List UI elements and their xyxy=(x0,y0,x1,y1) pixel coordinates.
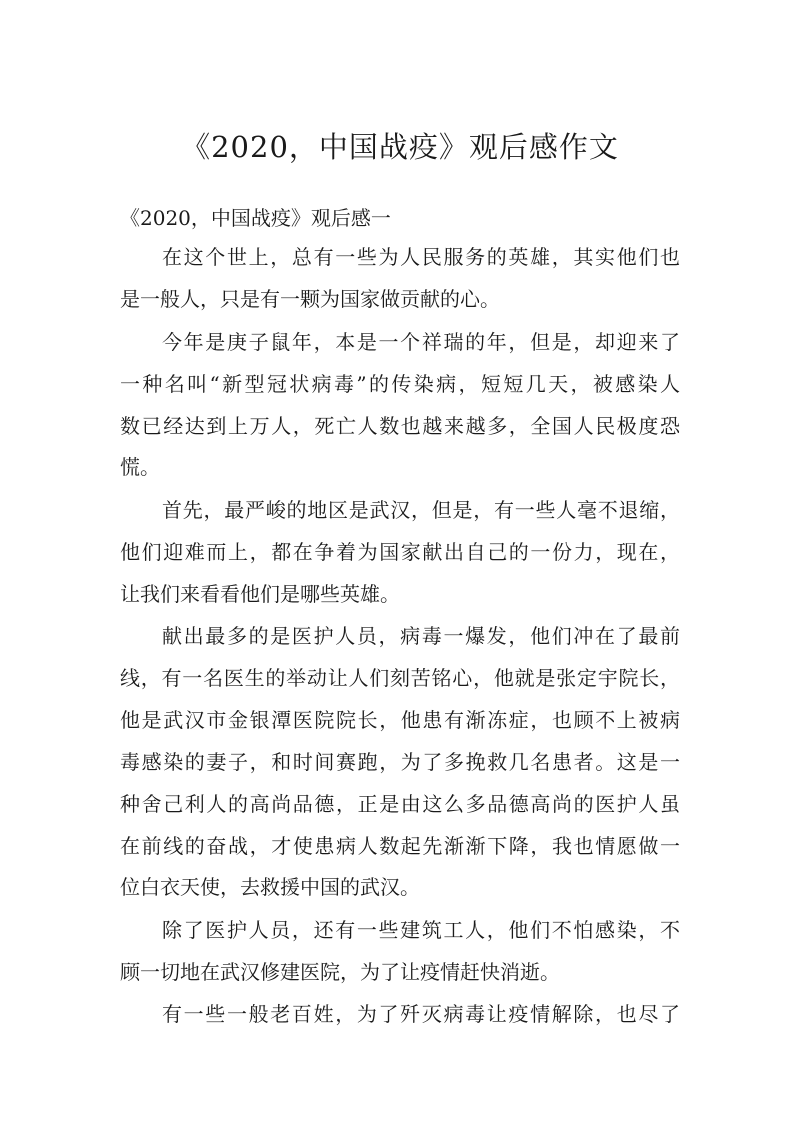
text-line: 今年是庚子鼠年，本是一个祥瑞的年，但是，却迎来了 xyxy=(162,330,680,354)
text-line: 除了医护人员，还有一些建筑工人，他们不怕感染，不 xyxy=(162,918,680,942)
text-line: 位白衣天使，去救援中国的武汉。 xyxy=(120,875,420,899)
text-line: 首先，最严峻的地区是武汉，但是，有一些人毫不退缩， xyxy=(162,498,680,522)
document-title: 《2020，中国战疫》观后感作文 xyxy=(181,130,619,164)
text-line: 数已经达到上万人，死亡人数也越来越多，全国人民极度恐 xyxy=(120,414,680,438)
text-line: 是一般人，只是有一颗为国家做贡献的心。 xyxy=(120,287,500,311)
text-line: 有一些一般老百姓，为了歼灭病毒让疫情解除，也尽了 xyxy=(162,1002,680,1026)
text-line: 让我们来看看他们是哪些英雄。 xyxy=(120,582,400,606)
text-line: 顾一切地在武汉修建医院，为了让疫情赶快消逝。 xyxy=(120,960,560,984)
text-line: 毒感染的妻子，和时间赛跑，为了多挽救几名患者。这是一 xyxy=(120,750,680,774)
text-line: 他们迎难而上，都在争着为国家献出自己的一份力，现在， xyxy=(120,540,680,564)
text-line: 线，有一名医生的举动让人们刻苦铭心，他就是张定宇院长， xyxy=(120,666,680,690)
text-line: 慌。 xyxy=(120,455,160,479)
text-line: 献出最多的是医护人员，病毒一爆发，他们冲在了最前 xyxy=(162,624,680,648)
text-line: 一种名叫“新型冠状病毒”的传染病，短短几天，被感染人 xyxy=(120,372,680,396)
text-line: 在前线的奋战，才使患病人数起先渐渐下降，我也情愿做一 xyxy=(120,834,680,858)
section-heading: 《2020，中国战疫》观后感一 xyxy=(120,206,391,230)
text-line: 在这个世上，总有一些为人民服务的英雄，其实他们也 xyxy=(162,245,680,269)
text-line: 他是武汉市金银潭医院院长，他患有渐冻症，也顾不上被病 xyxy=(120,708,680,732)
text-line: 种舍己利人的高尚品德，正是由这么多品德高尚的医护人虽 xyxy=(120,792,680,816)
